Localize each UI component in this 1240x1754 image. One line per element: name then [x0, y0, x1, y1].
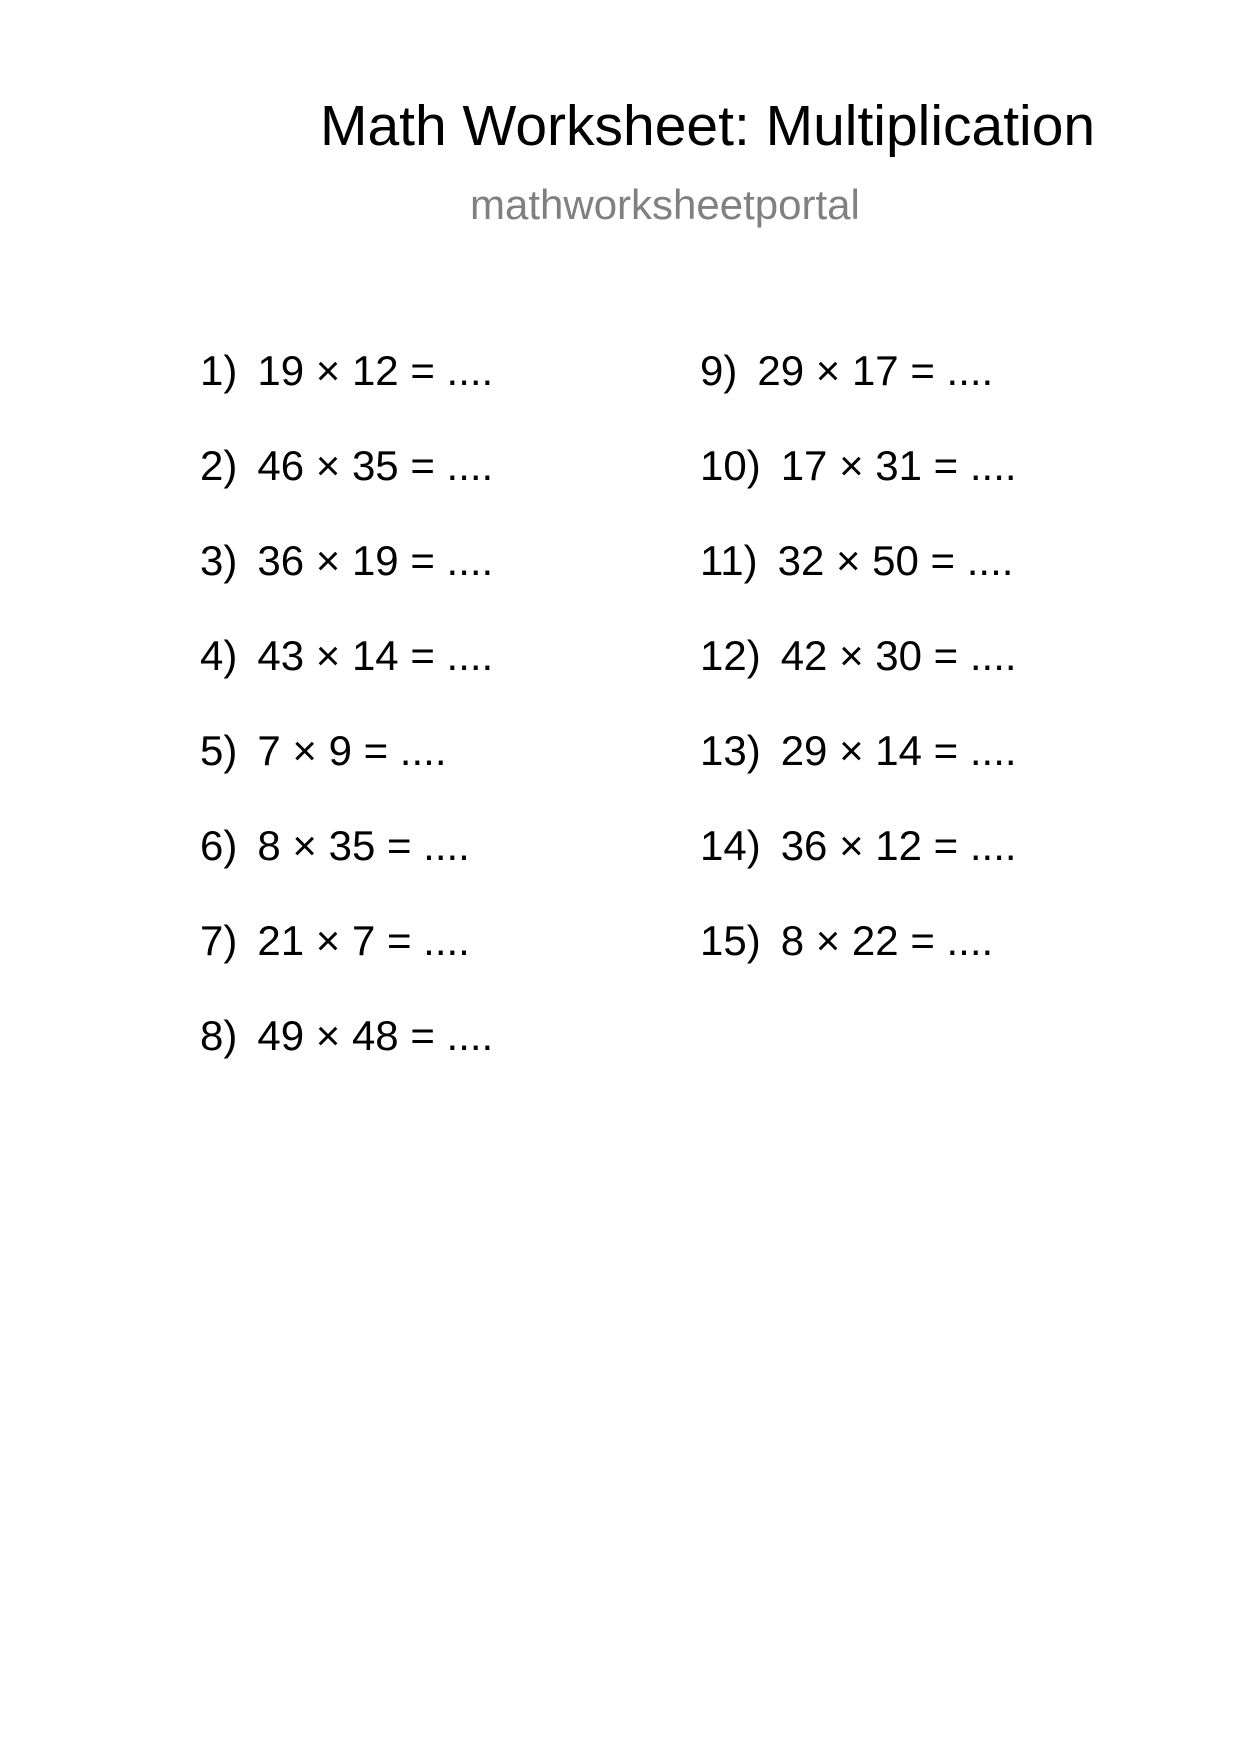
problem-expression: 49 × 48 = ....	[257, 1012, 494, 1059]
problem-number: 5)	[200, 727, 238, 774]
problem-item	[700, 917, 1017, 1015]
problem-item	[200, 347, 494, 445]
problem-item	[700, 442, 1017, 540]
problem-item	[200, 727, 493, 825]
problem-number: 14)	[700, 822, 761, 869]
problem-expression: 46 × 35 = ....	[257, 442, 494, 489]
problem-expression: 36 × 19 = ....	[257, 537, 494, 584]
problem-number: 8)	[200, 1012, 238, 1059]
problem-number: 13)	[700, 727, 761, 774]
problem-number: 1)	[200, 347, 238, 394]
problem-number: 4)	[200, 632, 238, 679]
problem-item	[700, 727, 1017, 825]
worksheet-subtitle: mathworksheetportal	[470, 181, 860, 228]
problem-item	[200, 1012, 494, 1110]
problem-expression: 32 × 50 = ....	[777, 537, 1014, 584]
problem-item	[200, 632, 494, 730]
problem-expression: 8 × 22 = ....	[780, 917, 994, 964]
problem-expression: 29 × 17 = ....	[757, 347, 994, 394]
problem-number: 3)	[200, 537, 238, 584]
problem-number: 10)	[700, 442, 761, 489]
problem-expression: 36 × 12 = ....	[780, 822, 1017, 869]
problem-number: 7)	[200, 917, 238, 964]
problem-expression: 8 × 35 = ....	[257, 822, 470, 869]
problem-number: 6)	[200, 822, 238, 869]
problem-number: 15)	[700, 917, 761, 964]
problem-expression: 29 × 14 = ....	[780, 727, 1017, 774]
worksheet-title: Math Worksheet: Multiplication	[320, 94, 1096, 158]
problem-item	[700, 632, 1017, 730]
problem-item	[700, 347, 1017, 445]
problem-number: 2)	[200, 442, 238, 489]
problem-expression: 17 × 31 = ....	[780, 442, 1017, 489]
problem-item	[200, 537, 494, 635]
problem-number: 12)	[700, 632, 761, 679]
problem-column-right	[700, 347, 1017, 1015]
problem-expression: 19 × 12 = ....	[257, 347, 494, 394]
problem-item	[200, 917, 493, 1015]
problem-expression: 42 × 30 = ....	[780, 632, 1017, 679]
problem-item	[200, 822, 493, 920]
problem-expression: 21 × 7 = ....	[257, 917, 470, 964]
problem-expression: 43 × 14 = ....	[257, 632, 494, 679]
problem-number: 9)	[700, 347, 738, 394]
problem-number: 11)	[700, 537, 758, 584]
problem-item	[700, 822, 1017, 920]
problem-column-left	[200, 347, 494, 1110]
problem-item	[700, 537, 1017, 635]
problem-expression: 7 × 9 = ....	[257, 727, 447, 774]
problem-item	[200, 442, 494, 540]
